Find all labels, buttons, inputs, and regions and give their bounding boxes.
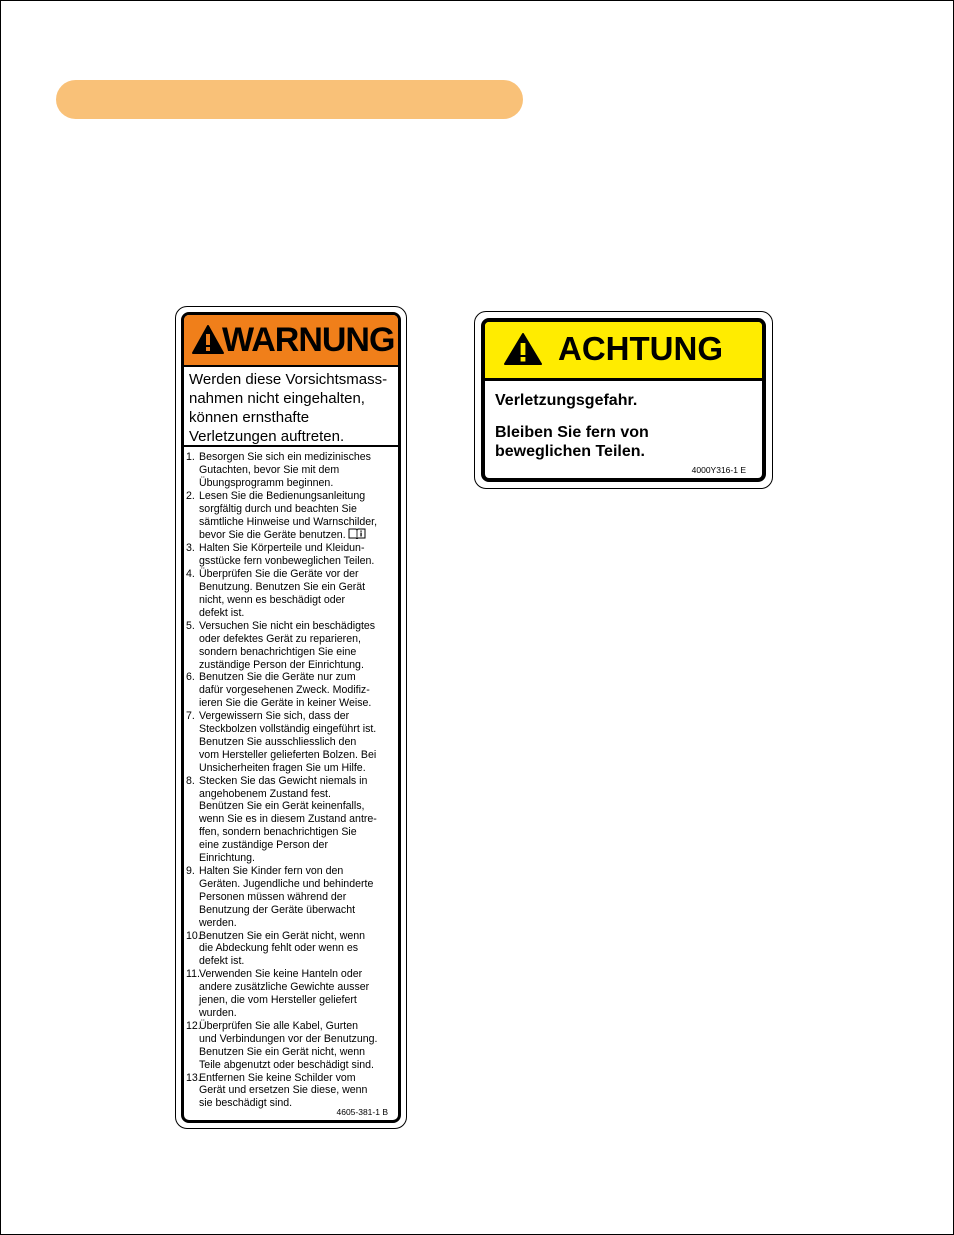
caution-label-border (481, 318, 766, 482)
warning-divider (184, 445, 398, 447)
caution-instruction-text: Bleiben Sie fern von beweglichen Teilen. (495, 424, 649, 460)
warning-header (184, 315, 398, 367)
list-item: 12. Überprüfen Sie alle Kabel, Gurten und Verbindungen vor der Benutzung. Benutzen Sie ein Gerät nicht, wenn Teile abgenutzt oder beschädigt sind. (186, 1019, 378, 1071)
list-item: 9. Halten Sie Kinder fern von den Geräten. Jugendliche und behinderte Personen müssen während der Benutzung der Geräte überwacht werden. (186, 865, 374, 929)
warning-label (175, 306, 407, 1129)
warning-title: WARNUNG (222, 321, 395, 359)
warning-triangle-icon (503, 332, 543, 366)
warning-part-number: 4605-381-1 B (336, 1107, 388, 1117)
list-item: 1. Besorgen Sie sich ein medizinisches Gutachten, bevor Sie mit dem Übungsprogramm beginnen. (186, 451, 371, 489)
list-item: 5. Versuchen Sie nicht ein beschädigtes oder defektes Gerät zu reparieren, sondern benachrichtigen Sie eine zuständige Person der Einrichtung. (186, 619, 376, 671)
list-item: 7. Vergewissern Sie sich, dass der Steckbolzen vollständig eingeführt ist. Benutzen Sie ausschliesslich den vom Hersteller gelieferten Bolzen. Bei Unsicherheiten fragen Sie um Hilfe. (186, 710, 377, 774)
manual-info-icon (348, 528, 366, 539)
caution-title: ACHTUNG (558, 330, 723, 367)
list-item: 3. Halten Sie Körperteile und Kleidun- gsstücke fern vonbeweglichen Teilen. (186, 542, 375, 568)
list-item: 8. Stecken Sie das Gewicht niemals in angehobenem Zustand fest. Benützen Sie ein Gerät keinenfalls, wenn Sie es in diesem Zustand antre- ffen, sondern benachrichtigen Sie eine zuständige Person der Einrichtung. (186, 774, 377, 865)
caution-part-number: 4000Y316-1 E (691, 465, 746, 475)
list-item: 13. Entfernen Sie keine Schilder vom Gerät und ersetzen Sie diese, wenn sie beschädigt sind. (186, 1071, 368, 1110)
section-header-bar (56, 80, 523, 119)
list-item: 11. Verwenden Sie keine Hanteln oder andere zusätzliche Gewichte ausser jenen, die vom Hersteller geliefert wurden. (186, 968, 370, 1019)
warning-label-border (181, 312, 401, 1123)
caution-header (485, 322, 762, 381)
warning-triangle-icon (191, 324, 225, 355)
list-item: 2. Lesen Sie die Bedienungsanleitung sorgfältig durch und beachten Sie sämtliche Hinweise und Warnschilder, bevor Sie die Geräte benutzen. (186, 489, 378, 542)
list-item: 6. Benutzen Sie die Geräte nur zum dafür vorgesehenen Zweck. Modifiz- ieren Sie die Geräte in keiner Weise. (186, 671, 372, 710)
list-item: 10. Benutzen Sie ein Gerät nicht, wenn die Abdeckung fehlt oder wenn es defekt ist. (186, 929, 366, 968)
list-item: 4. Überprüfen Sie die Geräte vor der Benutzung. Benutzen Sie ein Gerät nicht, wenn es beschädigt oder defekt ist. (186, 568, 366, 619)
caution-label (474, 311, 773, 489)
warning-list (186, 451, 401, 1110)
warning-intro: Werden diese Vorsichtsmass- nahmen nicht eingehalten, können ernsthafte Verletzungen auftreten. (189, 371, 388, 445)
caution-hazard-text: Verletzungsgefahr. (495, 392, 638, 409)
